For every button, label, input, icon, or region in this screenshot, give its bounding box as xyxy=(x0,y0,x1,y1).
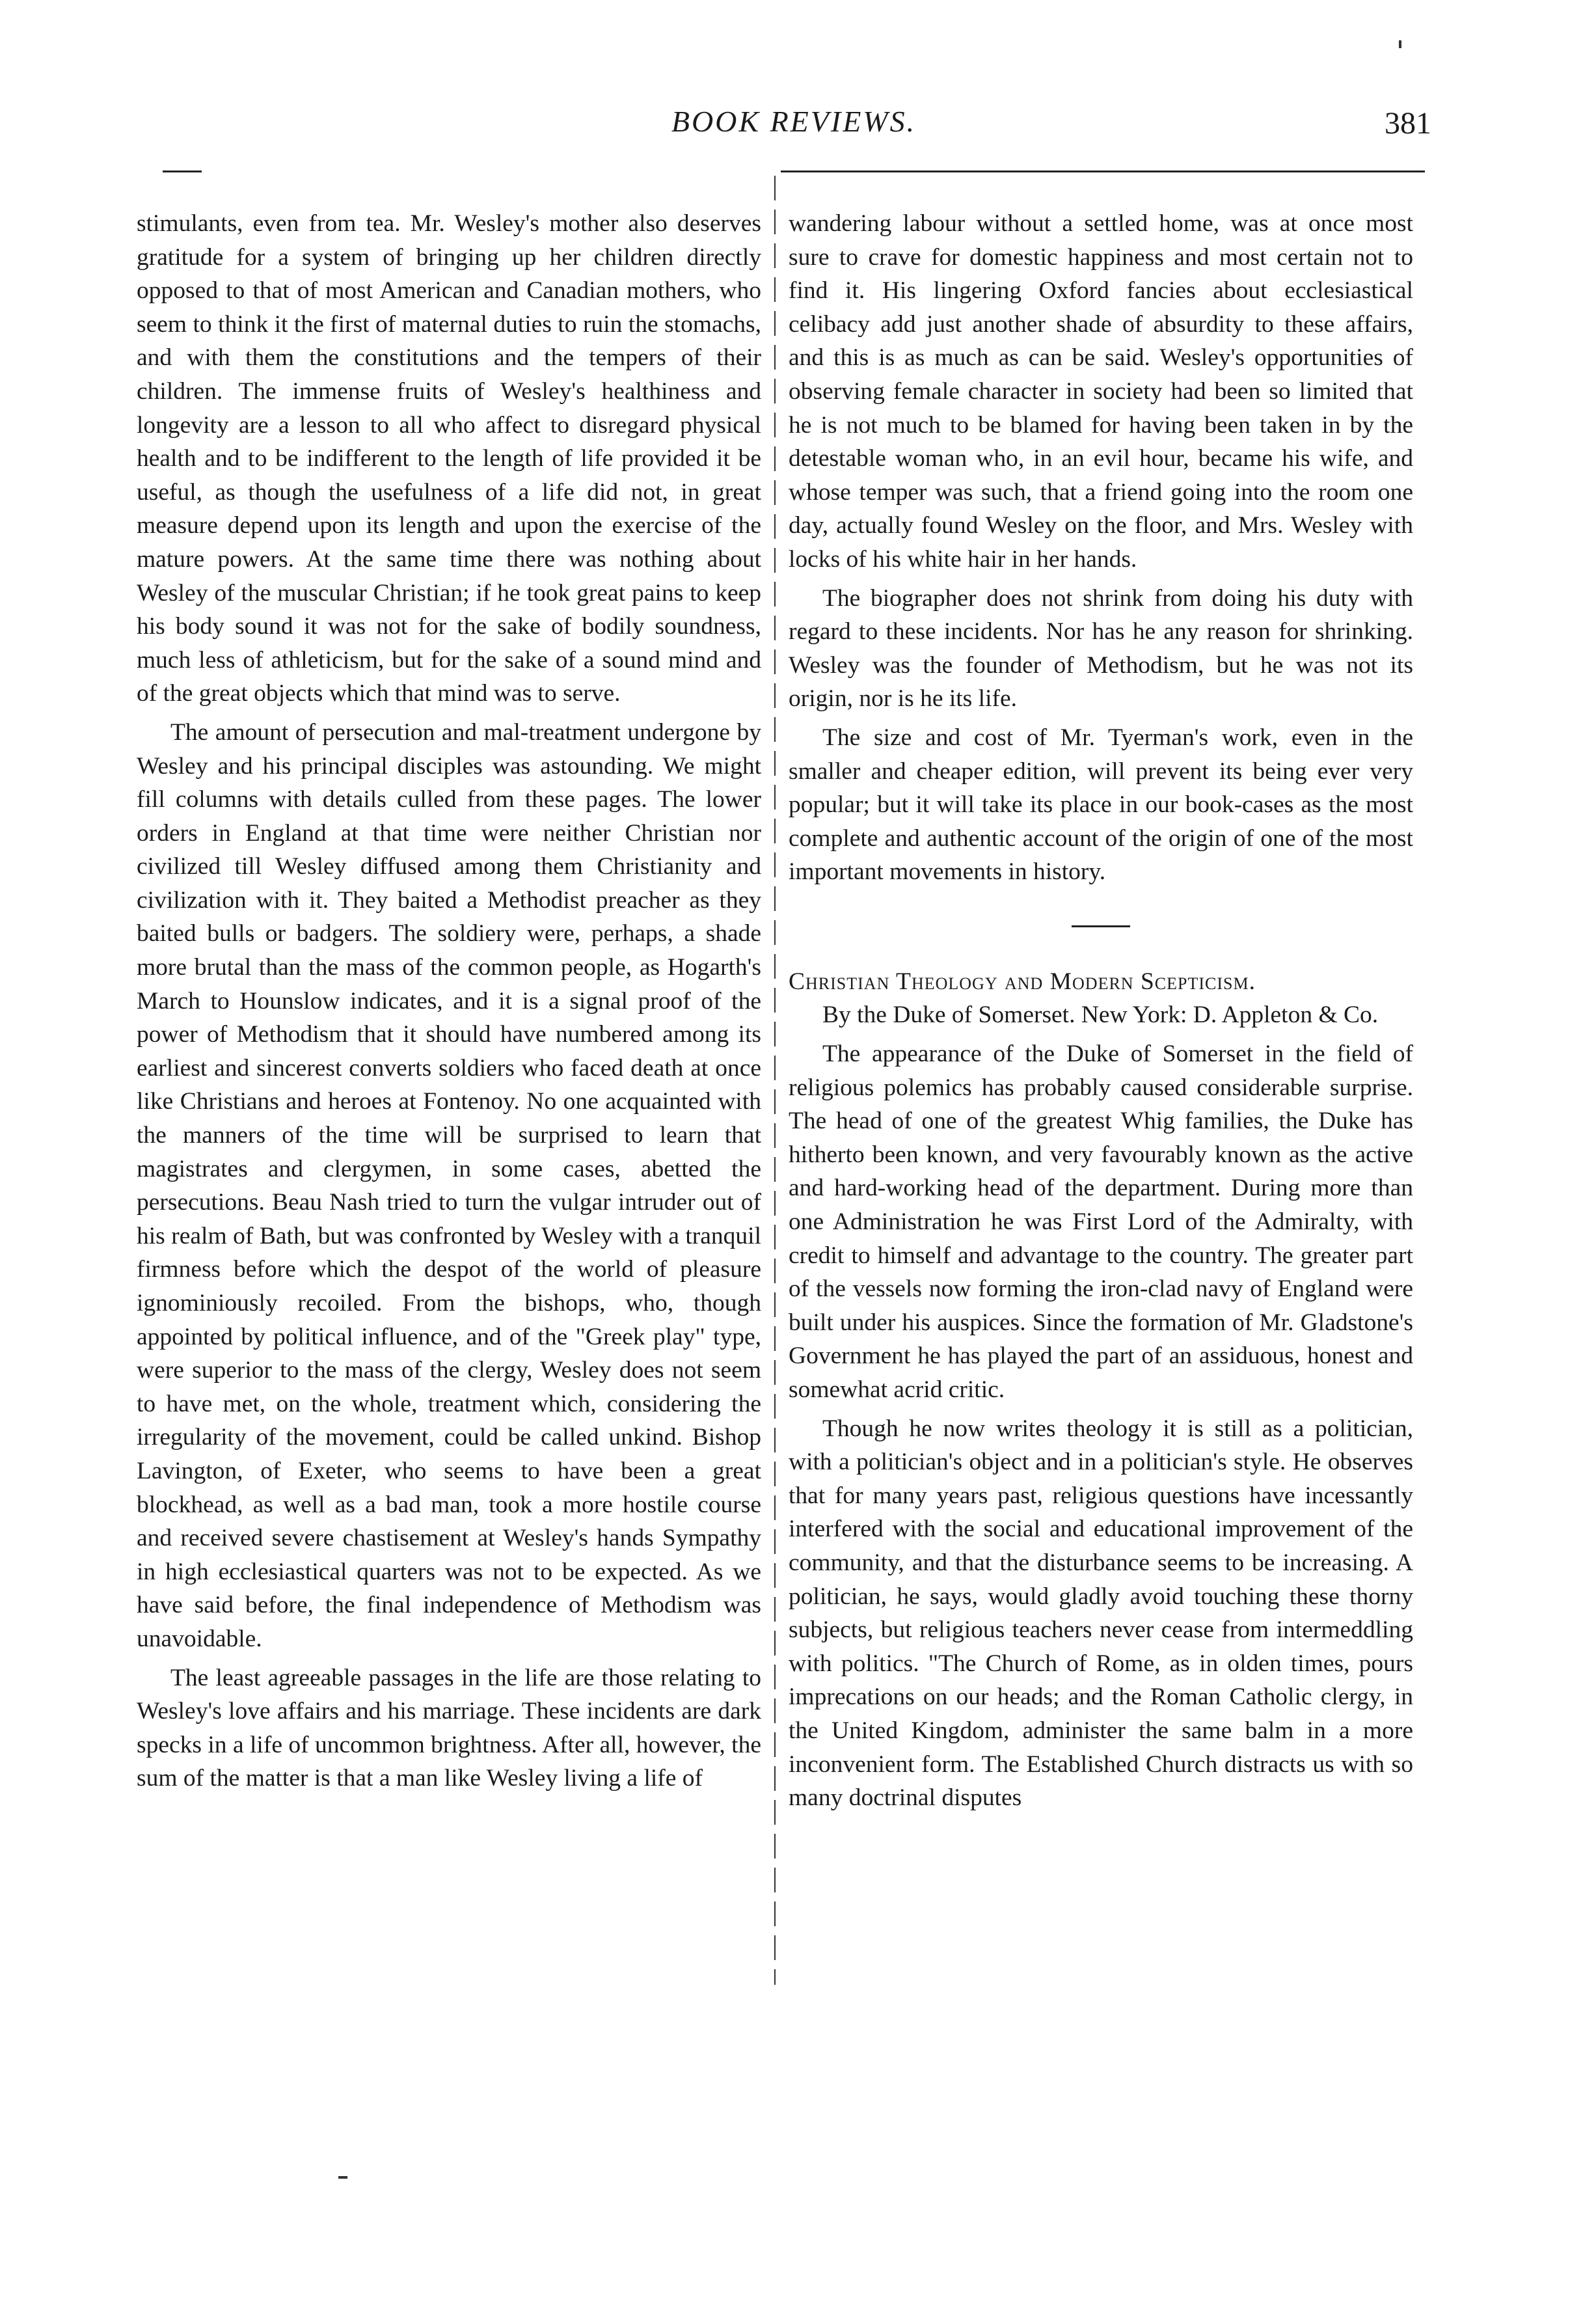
paragraph: The biographer does not shrink from doing his duty with regard to these incidents. Nor has he any reason for shrinking. Wesley was the founder of Methodism, but he was not its origin, nor is he its life. xyxy=(789,584,1413,713)
paragraph: The size and cost of Mr. Tyerman's work, even in the smaller and cheaper edition, will prevent its being ever very popular; but it will take its place in our book-cases as the most complete and authentic account of the origin of one of the most important movements in history. xyxy=(789,724,1413,886)
running-title: BOOK REVIEWS. xyxy=(671,105,917,138)
paragraph: Though he now writes theology it is still as a politician, with a politician's object and in a politician's style. He observes that for many years past, religious questions have incessantly interfered with the social and educational improvement of the community, and that the disturbance seems to be increasing. A politician, he says, would gladly avoid touching these thorny subjects, but religious teachers never cease from intermeddling with politics. "The Church of Rome, as in olden times, pours imprecations on our heads; and the Roman Catholic clergy, in the United Kingdom, administer the same balm in a more inconvenient form. The Established Church distracts us with so many doctrinal disputes xyxy=(789,1415,1413,1812)
right-column xyxy=(789,207,1413,1820)
review-byline: By the Duke of Somerset. New York: D. Appleton & Co. xyxy=(822,1002,1379,1029)
section-divider xyxy=(1072,925,1130,927)
paragraph: stimulants, even from tea. Mr. Wesley's mother also deserves gratitude for a system of bringing up her children directly opposed to that of most American and Canadian mothers, who seem to think it the first of maternal duties to ruin the stomachs, and with them the constitutions and the tempers of their children. The immense fruits of Wesley's healthiness and longevity are a lesson to all who affect to disregard physical health and to be indifferent to the length of life provided it be useful, as though the usefulness of a life did not, in great measure depend upon its length and upon the exercise of the mature powers. At the same time there was nothing about Wesley of the muscular Christian; if he took great pains to keep his body sound it was not for the sake of bodily soundness, much less of athleticism, but for the sake of a sound mind and of the great objects which that mind was to serve. xyxy=(137,210,761,707)
paragraph: The least agreeable passages in the life are those relating to Wesley's love affairs and his marriage. These incidents are dark specks in a life of uncommon brightness. After all, however, the sum of the matter is that a man like Wesley living a life of xyxy=(137,1664,761,1792)
paragraph: The amount of persecution and mal-treatment undergone by Wesley and his principal disciples was astounding. We might fill columns with details culled from these pages. The lower orders in England at that time were neither Christian nor civilized till Wesley diffused among them Christianity and civilization with it. They baited a Methodist preacher as they baited bulls or badgers. The soldiery were, perhaps, a shade more brutal than the mass of the common people, as Hogarth's March to Hounslow indicates, and it is a signal proof of the power of Methodism that it should have numbered among its earliest and sincerest converts soldiers who faced death at once like Christians and heroes at Fontenoy. No one acquainted with the manners of the time will be surprised to learn that magistrates and clergymen, in some cases, abetted the persecutions. Beau Nash tried to turn the vulgar intruder out of his realm of Bath, but was confronted by Wesley with a tranquil firmness before which the despot of the world of pleasure ignominiously recoiled. From the bishops, who, though appointed by political influence, and of the "Greek play" type, were superior to the mass of the clergy, Wesley does not seem to have met, on the whole, treatment which, considering the irregularity of the movement, could be called unkind. Bishop Lavington, of Exeter, who seems to have been a great blockhead, as well as a bad man, took a more hostile course and received severe chastisement at Wesley's hands Sympathy in high ecclesiastical quarters was not to be expected. As we have said before, the final independence of Methodism was unavoidable. xyxy=(137,718,761,1652)
paragraph: The appearance of the Duke of Somerset in the field of religious polemics has probably caused considerable surprise. The head of one of the greatest Whig families, the Duke has hitherto been known, and very favourably known as the active and hard-working head of the department. During more than one Administration he was First Lord of the Admiralty, with credit to himself and advantage to the country. The greater part of the vessels now forming the iron-clad navy of England were built under his auspices. Since the formation of Mr. Gladstone's Government he has played the part of an assiduous, honest and somewhat acrid critic. xyxy=(789,1041,1413,1403)
header-rule-right xyxy=(781,170,1425,172)
paragraph: wandering labour without a settled home, was at once most sure to crave for domestic happiness and most certain not to find it. His lingering Oxford fancies about ecclesiastical celibacy add just another shade of absurdity to these affairs, and this is as much as can be said. Wesley's opportunities of observing female character in society had been so limited that he is not much to be blamed for having been taken in by the detestable woman who, in an evil hour, became his wife, and whose temper was such, that a friend going into the room one day, actually found Wesley on the floor, and Mrs. Wesley with locks of his white hair in her hands. xyxy=(789,210,1413,573)
review-heading xyxy=(789,965,1413,1032)
print-speck xyxy=(1399,40,1401,48)
review-book-title: Christian Theology and Modern Scepticism. xyxy=(789,968,1256,995)
page-number: 381 xyxy=(1385,106,1431,141)
print-speck xyxy=(338,2176,347,2179)
column-divider xyxy=(774,176,776,1985)
header-rule-left xyxy=(163,170,202,172)
running-head xyxy=(163,104,1431,156)
left-column xyxy=(137,207,761,1801)
